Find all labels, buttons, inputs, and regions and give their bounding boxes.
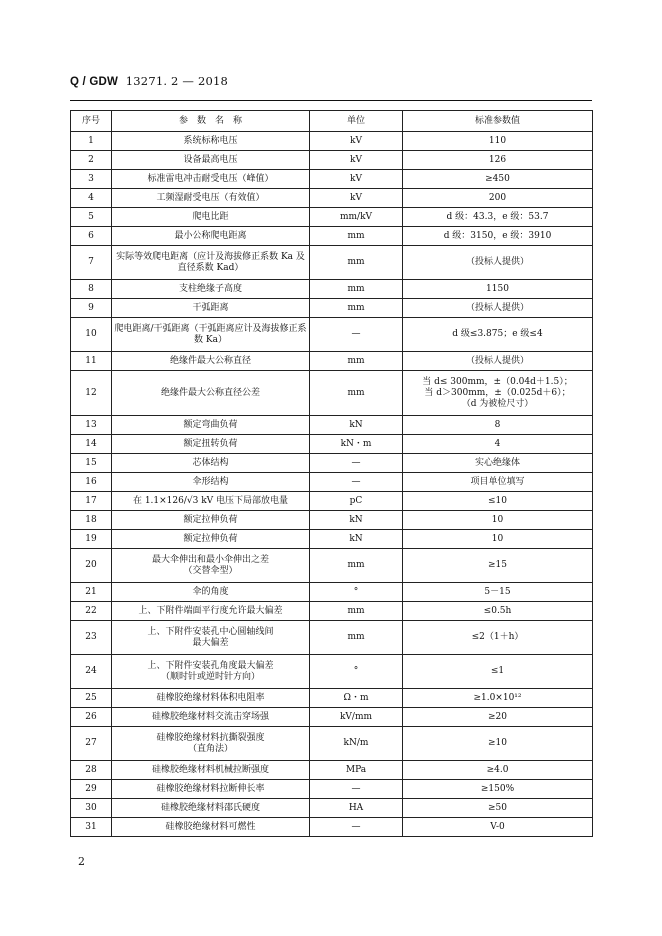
cell-no: 28 xyxy=(71,761,112,780)
cell-name: 额定拉伸负荷 xyxy=(112,511,310,530)
cell-name: 上、下附件安装孔角度最大偏差 （顺时针或逆时针方向） xyxy=(112,655,310,689)
cell-unit: mm xyxy=(310,280,403,299)
cell-unit: MPa xyxy=(310,761,403,780)
cell-no: 29 xyxy=(71,780,112,799)
cell-name: 爬电距离/干弧距离（干弧距离应计及海拔修正系数 Ka） xyxy=(112,318,310,352)
cell-name: 上、下附件端面平行度允许最大偏差 xyxy=(112,602,310,621)
cell-unit: kV xyxy=(310,132,403,151)
cell-no: 30 xyxy=(71,799,112,818)
cell-value: 126 xyxy=(403,151,593,170)
cell-no: 22 xyxy=(71,602,112,621)
cell-value: 1150 xyxy=(403,280,593,299)
table-row xyxy=(71,189,593,208)
cell-name: 硅橡胶绝缘材料邵氏硬度 xyxy=(112,799,310,818)
table-row xyxy=(71,151,593,170)
table-row xyxy=(71,818,593,837)
cell-no: 5 xyxy=(71,208,112,227)
table-row xyxy=(71,761,593,780)
column-header-unit: 单位 xyxy=(310,111,403,132)
cell-value: ≤2（1＋h） xyxy=(403,621,593,655)
cell-name: 工频湿耐受电压（有效值） xyxy=(112,189,310,208)
table-row xyxy=(71,416,593,435)
cell-no: 16 xyxy=(71,473,112,492)
page-number: 2 xyxy=(78,855,85,868)
table-row xyxy=(71,780,593,799)
cell-unit: pC xyxy=(310,492,403,511)
cell-name: 设备最高电压 xyxy=(112,151,310,170)
cell-value: V-0 xyxy=(403,818,593,837)
table-row xyxy=(71,621,593,655)
cell-no: 26 xyxy=(71,708,112,727)
cell-no: 7 xyxy=(71,246,112,280)
cell-value: d 级：3150，e 级：3910 xyxy=(403,227,593,246)
table-row xyxy=(71,473,593,492)
cell-no: 6 xyxy=(71,227,112,246)
cell-value: （投标人提供） xyxy=(403,246,593,280)
table-row xyxy=(71,708,593,727)
cell-unit: ° xyxy=(310,583,403,602)
table-header-row xyxy=(71,111,593,132)
cell-no: 12 xyxy=(71,371,112,416)
cell-no: 20 xyxy=(71,549,112,583)
cell-no: 2 xyxy=(71,151,112,170)
cell-name: 在 1.1×126/√3 kV 电压下局部放电量 xyxy=(112,492,310,511)
cell-name: 标准雷电冲击耐受电压（峰值） xyxy=(112,170,310,189)
cell-name: 芯体结构 xyxy=(112,454,310,473)
table-row xyxy=(71,583,593,602)
cell-no: 3 xyxy=(71,170,112,189)
cell-name: 硅橡胶绝缘材料可燃性 xyxy=(112,818,310,837)
cell-name: 伞形结构 xyxy=(112,473,310,492)
cell-no: 31 xyxy=(71,818,112,837)
cell-value: 4 xyxy=(403,435,593,454)
cell-no: 27 xyxy=(71,727,112,761)
cell-no: 8 xyxy=(71,280,112,299)
cell-name: 伞的角度 xyxy=(112,583,310,602)
cell-unit: mm xyxy=(310,549,403,583)
cell-value: d 级≤3.875；e 级≤4 xyxy=(403,318,593,352)
cell-value: 5－15 xyxy=(403,583,593,602)
cell-no: 24 xyxy=(71,655,112,689)
cell-value: ≥50 xyxy=(403,799,593,818)
cell-name: 额定扭转负荷 xyxy=(112,435,310,454)
cell-name: 绝缘件最大公称直径 xyxy=(112,352,310,371)
cell-no: 19 xyxy=(71,530,112,549)
column-header-name: 参 数 名 称 xyxy=(112,111,310,132)
cell-unit: — xyxy=(310,473,403,492)
cell-no: 18 xyxy=(71,511,112,530)
cell-value: ≥4.0 xyxy=(403,761,593,780)
cell-no: 9 xyxy=(71,299,112,318)
cell-value: ≤0.5h xyxy=(403,602,593,621)
cell-name: 最大伞伸出和最小伞伸出之差 （交替伞型） xyxy=(112,549,310,583)
cell-value: 10 xyxy=(403,530,593,549)
standard-number: 13271. 2 — 2018 xyxy=(125,74,229,88)
table-row xyxy=(71,299,593,318)
table-row xyxy=(71,170,593,189)
table-row xyxy=(71,799,593,818)
cell-value: d 级：43.3，e 级：53.7 xyxy=(403,208,593,227)
cell-no: 17 xyxy=(71,492,112,511)
cell-value: 110 xyxy=(403,132,593,151)
cell-unit: mm/kV xyxy=(310,208,403,227)
cell-no: 13 xyxy=(71,416,112,435)
cell-name: 干弧距离 xyxy=(112,299,310,318)
table-row xyxy=(71,352,593,371)
table-row xyxy=(71,371,593,416)
table-row xyxy=(71,655,593,689)
cell-value: ≥15 xyxy=(403,549,593,583)
cell-unit: — xyxy=(310,318,403,352)
cell-value: 200 xyxy=(403,189,593,208)
table-row xyxy=(71,727,593,761)
cell-value: 10 xyxy=(403,511,593,530)
cell-unit: mm xyxy=(310,299,403,318)
table-row xyxy=(71,280,593,299)
cell-name: 额定弯曲负荷 xyxy=(112,416,310,435)
cell-no: 10 xyxy=(71,318,112,352)
cell-unit: HA xyxy=(310,799,403,818)
cell-value: 项目单位填写 xyxy=(403,473,593,492)
column-header-value: 标准参数值 xyxy=(403,111,593,132)
cell-no: 1 xyxy=(71,132,112,151)
cell-no: 15 xyxy=(71,454,112,473)
cell-unit: mm xyxy=(310,621,403,655)
cell-unit: kN/m xyxy=(310,727,403,761)
table-row xyxy=(71,492,593,511)
parameter-table xyxy=(70,110,593,837)
cell-name: 最小公称爬电距离 xyxy=(112,227,310,246)
table-row xyxy=(71,454,593,473)
cell-value: ≥450 xyxy=(403,170,593,189)
cell-name: 实际等效爬电距离（应计及海拔修正系数 Ka 及直径系数 Kad） xyxy=(112,246,310,280)
cell-name: 硅橡胶绝缘材料拉断伸长率 xyxy=(112,780,310,799)
table-row xyxy=(71,602,593,621)
table-row xyxy=(71,549,593,583)
header-rule xyxy=(70,100,592,101)
cell-name: 硅橡胶绝缘材料交流击穿场强 xyxy=(112,708,310,727)
cell-unit: kN xyxy=(310,530,403,549)
cell-unit: kN・m xyxy=(310,435,403,454)
table-row xyxy=(71,689,593,708)
cell-unit: mm xyxy=(310,246,403,280)
cell-unit: kV xyxy=(310,170,403,189)
cell-value: ≥150% xyxy=(403,780,593,799)
cell-unit: kV xyxy=(310,151,403,170)
document-header xyxy=(70,74,228,88)
table-row xyxy=(71,227,593,246)
cell-unit: — xyxy=(310,780,403,799)
cell-unit: mm xyxy=(310,371,403,416)
cell-value: （投标人提供） xyxy=(403,352,593,371)
column-header-no: 序号 xyxy=(71,111,112,132)
cell-name: 支柱绝缘子高度 xyxy=(112,280,310,299)
cell-no: 25 xyxy=(71,689,112,708)
cell-name: 系统标称电压 xyxy=(112,132,310,151)
table-body xyxy=(71,132,593,837)
cell-name: 额定拉伸负荷 xyxy=(112,530,310,549)
standard-prefix: Q / GDW xyxy=(70,76,119,88)
cell-name: 爬电比距 xyxy=(112,208,310,227)
table-row xyxy=(71,435,593,454)
cell-unit: kN xyxy=(310,511,403,530)
cell-name: 硅橡胶绝缘材料抗撕裂强度 （直角法） xyxy=(112,727,310,761)
cell-unit: mm xyxy=(310,352,403,371)
table-row xyxy=(71,208,593,227)
cell-no: 23 xyxy=(71,621,112,655)
cell-value: （投标人提供） xyxy=(403,299,593,318)
cell-value: 当 d≤ 300mm，±（0.04d＋1.5）； 当 d＞300mm，±（0.025d＋6）； （d 为被检尺寸） xyxy=(403,371,593,416)
cell-unit: mm xyxy=(310,227,403,246)
cell-name: 上、下附件安装孔中心圆轴线间 最大偏差 xyxy=(112,621,310,655)
cell-no: 14 xyxy=(71,435,112,454)
table-row xyxy=(71,318,593,352)
cell-unit: mm xyxy=(310,602,403,621)
cell-unit: — xyxy=(310,454,403,473)
cell-no: 11 xyxy=(71,352,112,371)
cell-unit: kV/mm xyxy=(310,708,403,727)
table-row xyxy=(71,132,593,151)
cell-value: ≤1 xyxy=(403,655,593,689)
cell-unit: — xyxy=(310,818,403,837)
cell-no: 4 xyxy=(71,189,112,208)
cell-name: 硅橡胶绝缘材料体积电阻率 xyxy=(112,689,310,708)
cell-unit: kN xyxy=(310,416,403,435)
cell-value: 8 xyxy=(403,416,593,435)
cell-name: 绝缘件最大公称直径公差 xyxy=(112,371,310,416)
table-row xyxy=(71,246,593,280)
cell-unit: Ω・m xyxy=(310,689,403,708)
cell-no: 21 xyxy=(71,583,112,602)
cell-name: 硅橡胶绝缘材料机械拉断强度 xyxy=(112,761,310,780)
cell-unit: kV xyxy=(310,189,403,208)
table-row xyxy=(71,530,593,549)
cell-value: ≥20 xyxy=(403,708,593,727)
cell-unit: ° xyxy=(310,655,403,689)
cell-value: ≤10 xyxy=(403,492,593,511)
table-row xyxy=(71,511,593,530)
cell-value: 实心绝缘体 xyxy=(403,454,593,473)
cell-value: ≥10 xyxy=(403,727,593,761)
cell-value: ≥1.0×10¹² xyxy=(403,689,593,708)
